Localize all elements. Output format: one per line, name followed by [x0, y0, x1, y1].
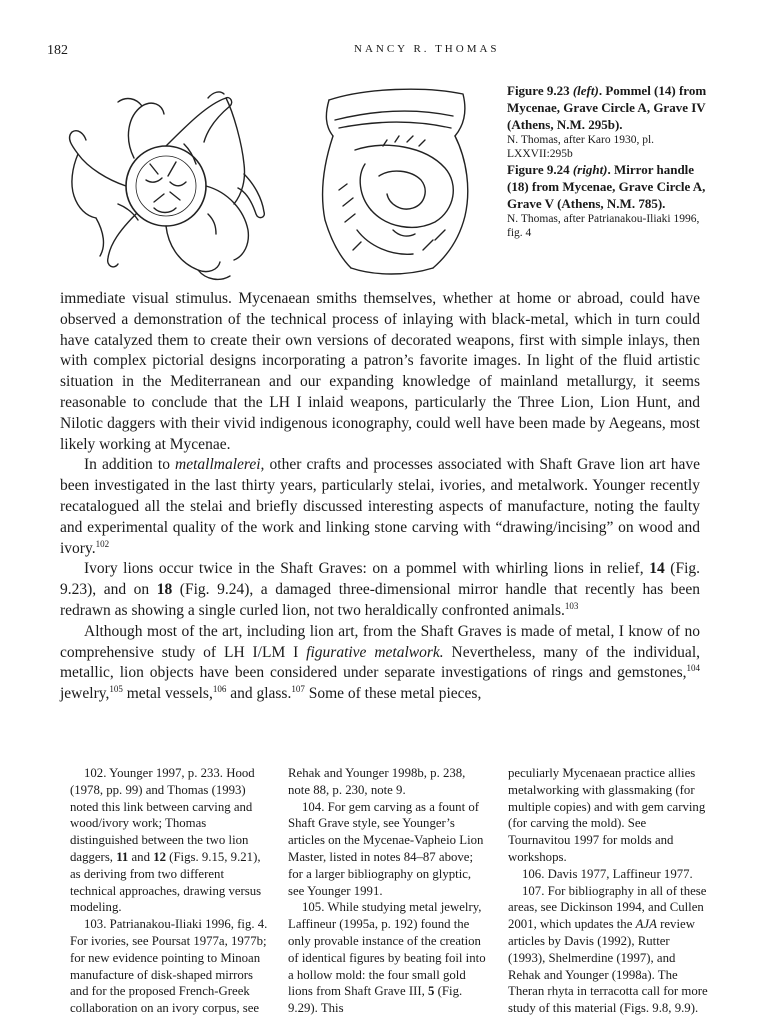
figure-caption-9-24: [507, 161, 717, 240]
pommel-drawing: [58, 84, 278, 284]
footnote-ref[interactable]: 104: [686, 663, 700, 674]
caption-label: Figure 9.23: [507, 83, 570, 98]
footnote-103-continued: Rehak and Younger 1998b, p. 238, note 88, p. 230, note 9.: [288, 766, 466, 797]
footnote-ref[interactable]: 107: [291, 683, 305, 694]
footnote-103: 103. Patrianakou-Iliaki 1996, fig. 4. For ivories, see Poursat 1977a, 1977b; for new evidence pointing to Minoan manufacture of disk-shaped mirrors and for the proposed French-Greek collaboration on an ivory corpus, see: [70, 917, 268, 1016]
paragraph: Although most of the art, including lion art, from the Shaft Graves is made of metal, I know of no comprehensive study of LH I/LM I figurative metalwork. Nevertheless, many of the individual, metallic, lion objects have been considered under separate investigations of rings and gemstones,$^{104}$ jewelry,$^{105}$ metal vessels,$^{106}$ and glass.$^{107}$ Some of these metal pieces,: [60, 622, 700, 703]
figure-caption-9-23: [507, 82, 717, 161]
footnote-106: 106. Davis 1977, Laffineur 1977.: [522, 866, 693, 881]
mirror-handle-drawing: [295, 80, 485, 280]
caption-title: . Pommel (14) from Mycenae, Grave Circle A, Grave IV (Athens, N.M. 295b).: [507, 83, 707, 132]
caption-title: . Mirror handle (18) from Mycenae, Grave Circle A, Grave V (Athens, N.M. 785).: [507, 162, 706, 211]
footnote-ref[interactable]: 102: [95, 538, 110, 549]
caption-label: Figure 9.24: [507, 162, 570, 177]
footnotes-column-3: [508, 765, 708, 1017]
caption-credit: N. Thomas, after Patrianakou-Iliaki 1996, fig. 4: [507, 213, 700, 239]
footnote-105: 105. While studying metal jewelry, Laffineur (1995a, p. 192) found the only provable instance of the creation of identical figures by beating foil into a hollow mold: the four small gold lions from Shaft Grave III, 5 (Fig. 9.29). This: [288, 900, 486, 1016]
running-head: NANCY R. THOMAS: [354, 43, 500, 55]
footnote-102: 102. Younger 1997, p. 233. Hood (1978, pp. 99) and Thomas (1993) noted this link between carving and wood/ivory work; Thomas distinguished between the two lion daggers, 11 and 12 (Figs. 9.15, 9.21), as deriving from two different technical approaches, drawing versus modeling.: [70, 766, 262, 915]
footnotes-column-2: [288, 765, 488, 1017]
footnote-ref[interactable]: 105: [109, 683, 123, 694]
footnote-ref[interactable]: 106: [212, 683, 227, 694]
caption-credit: N. Thomas, after Karo 1930, pl. LXXVII:295b: [507, 134, 655, 160]
footnotes-column-1: [70, 765, 270, 1017]
footnote-ref[interactable]: 103: [564, 600, 579, 611]
paragraph: immediate visual stimulus. Mycenaean smiths themselves, whether at home or abroad, could have observed a demonstration of the technical process of inlaying with black-metal, which in turn could have catalyzed them to create their own versions of decorated weapons, first with simple inlays, then with complex pictorial designs incorporating a patron’s favorite images. In light of the fluid artistic situation in the Mediterranean and our expanding knowledge of mainland metallurgy, it seems reasonable to conclude that the LH I inlaid weapons, particularly the Three Lion, Lion Hunt, and Nilotic daggers with their vivid indigenous iconography, could well have been made by Aegeans, most likely working at Mycenae.: [60, 290, 700, 453]
caption-side: (left): [572, 83, 599, 98]
footnote-105-continued: peculiarly Mycenaean practice allies metalworking with glassmaking (for multiple copies) and with gem carving (for carving the mold). See Tournavitou 1997 for molds and workshops.: [508, 766, 706, 864]
body-text: [60, 289, 700, 705]
caption-side: (right): [572, 162, 608, 177]
footnote-107: 107. For bibliography in all of these areas, see Dickinson 1994, and Cullen 2001, which updates the AJA review articles by Davis (1992), Rutter (1993), Shelmerdine (1997), and Rehak and Younger (1998a). The Theran rhyta in terracotta call for more study of this material (Figs. 9.8, 9.9).: [508, 883, 708, 1016]
footnote-104: 104. For gem carving as a fount of Shaft Grave style, see Younger’s articles on the Mycenae-Vapheio Lion Master, listed in notes 84–87 above; for a larger bibliography on glyptic, see Younger 1991.: [288, 799, 484, 898]
paragraph: Ivory lions occur twice in the Shaft Graves: on a pommel with whirling lions in relief, 14 (Fig. 9.23), and on 18 (Fig. 9.24), a damaged three-dimensional mirror handle that recently has been redrawn as showing a single curled lion, not two heraldically confronted animals.$^{103}$: [60, 560, 700, 619]
page-number: 182: [47, 43, 68, 58]
paragraph: In addition to metallmalerei, other crafts and processes associated with Shaft Grave lion art have been investigated in the last thirty years, particularly stelai, ivories, and metalwork. Younger recently recatalogued all the stelai and briefly discussed interesting aspects of manufacture, noting the faulty and experimental quality of the work and linking stone carving with “drawing/incising” on wood and ivory.$^{102}$: [60, 456, 700, 557]
